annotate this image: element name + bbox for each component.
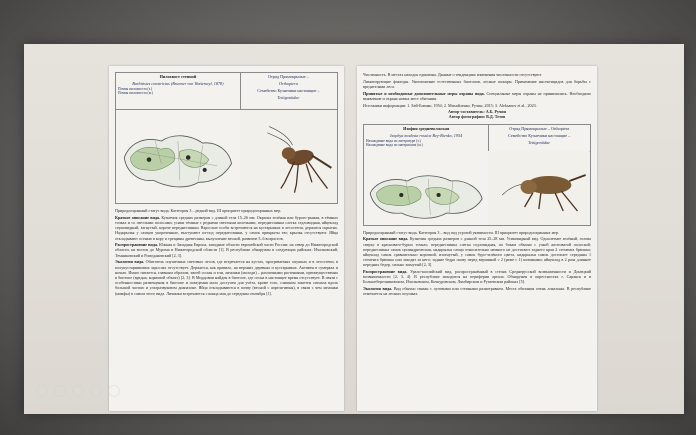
species-name: Пилохвост степной [159,74,197,79]
description-paragraph [115,215,338,241]
measures-text: Специальные меры охраны не принимались. Необходимо выявление и охрана новых мест обитания. [363,90,591,101]
species-latin: Barbitistes constrictus (Brunner von Wattenwyl, 1878) [132,81,224,86]
numbers-paragraph: Численность. В местах находок единична. Данные о тенденциях изменения численности отсутствуют. [363,72,542,77]
map-legend-1: Нахождение вида по литературе (з.) [366,138,421,143]
description-heading: Краткое описание вида. [363,236,409,242]
photographer-line: Автор фотографии: В.Д. Тетов [448,114,506,120]
species-figure-left [115,72,338,204]
description-text: Кузнечик средних размеров с длиной тела 25–28 мм. Усиковидный вид. Однолетнее зелёный, голова сверху в красновато-бурых точках; переднеспинка слегка седловидная, по бокам обычно с узкой желтоватой полоской; переднеспинка самок цилиндрическая, надкрылья самца относительно немного не достигают заднего края 2 сегмента брюшка; яйцеклад самок сравнительно короткий, изогнутый, у самок буро-зелёного цвета, надкрылья самок достигает середины 1 сегмента брюшка или заходят за него; задние бедра снизу перед вершиной с 2 (реже с 1) шипиками; яйцеклад в 2 раза длиннее передних бедер, сильно загнутый [2, 3]. [363,236,592,268]
insect-illustration [488,151,590,225]
arrow-left-icon[interactable]: ‹ [36,385,48,397]
spread-paragraph [115,242,338,258]
ecology-paragraph [115,259,338,295]
projection-screen [24,44,684,414]
taxonomy-family-latin: Tettigoniidae [277,95,300,100]
description-paragraph [363,236,591,267]
threats-paragraph: Лимитирующие факторы. Уничтожение естественных биотопов, лесные пожары. Применение инсектицидов для борьбы с вредителями леса. [363,78,591,89]
species-latin: Isophya modesta rossica Bey-Bienko, 1954 [390,132,463,138]
status-paragraph [115,208,338,213]
taxonomy-order: Отряд Прямокрылые – Orthoptera [509,125,570,131]
document-page-left [109,66,344,411]
arrow-right-icon[interactable]: › [54,385,66,397]
description-text: Кузнечик средних размеров с длиной тела 15–26 мм. Окраска зелёная или бурого-рыжая, в тёмных точках и со светлыми полосами; усики тёмные с редкими светлыми колечками, переднеспинка слегка седловидная, яйцеклад серповидный, загнутый, короче переднеспинки. Взрослые особи встречаются на кустарниках в лесостепи, держатся скрытно. Надкрылья у самцов укороченные, выступают из-под переднеспинки, у самок прикрыты ею; крылья отсутствуют. Яйца откладывают осенью в кору и трещины древесины, вылупление весной, развитие 5–6 возрастов. [115,214,338,241]
sources-paragraph: Источники информации: 1. Бей-Биенко, 1954; 2. Михайленко, Ручин, 2015; 3. Aleksanov et al., 2023. [363,102,537,108]
distribution-map-image [364,163,488,225]
distribution-map [364,163,489,225]
spread-text: Южная и Западная Европа, западные области европейской части России: на север до Нижегородской области, на восток до Мурома и Нижегородской области [1]. В республике обнаружен в следующих районах: Ичалковский, Темниковский и Ромодановский [2, 3]. [115,242,338,258]
ecology-paragraph [363,286,591,296]
presentation-toolbar [36,385,120,397]
map-legend-2: Почвы пилохвоста (м.) [118,91,154,96]
author-line: Автор-составитель: А.Б. Ручин [447,109,507,115]
figure-caption-cell [116,73,241,109]
zoom-icon[interactable]: ⚲ [90,385,102,397]
taxonomy-caption-cell [488,125,590,152]
species-figure-right [363,124,591,226]
taxonomy-family-latin: Tettigoniidae [528,139,551,145]
spread-heading: Распространение вида. [115,242,158,248]
insect-illustration [240,109,337,203]
status-text: Природоохранный статус вида. Категория 3 – редкий вид. III приоритет природоохранных мер. [115,208,282,213]
taxonomy-order: Отряд Прямокрылые – [268,74,309,79]
measures-heading: Принятые и необходимые дополнительные меры охраны вида. [363,90,485,96]
species-name: Изофия средневолжская [403,125,450,131]
ecology-text: Вид обычно связан с луговыми или степными разнотравьем. Места обитания очень локальны. В республике отмечается на лесных опушках. [363,286,592,297]
distribution-map [116,109,241,203]
menu-icon[interactable]: ⋯ [108,385,120,397]
map-legend-1: Почвы пилохвоста (з.) [118,87,153,91]
map-legend-2: Нахождение вида по материалам (м.) [366,143,423,148]
grasshopper-image [240,110,337,203]
ecology-heading: Экология вида. [115,259,145,265]
taxonomy-caption-cell [240,73,337,109]
taxonomy-family: Семейство Кузнечики настоящие – [257,88,320,93]
ecology-text: Обитатель опушечных световых лесов, где встречается на кустах, прогреваемых опушках и в лесостепи, в полукустарниковых зарослях отсутствует. Держится, как правило, на верхних деревьях и кустарниках. Активен в сумерках и ночью. Имаго питается, главным образом, хвоей сосны и ели, личинки (молоди) – различными растениями, преимущественно в биотопе (вредна, кормовой объект) [2, 3]. В Мордовии найден в биотопе, где сосна в настоящее время отсутствует. В связи с особенностями размещения в биотопе и поведения мало доступен для учёта, кроме того, слишком заметен сигнала вдоль большой частью и ультразвуковом диапазоне. Яйца откладываются в почву (весной с апреля-июня), в связи с чем личинки (нимфы) в самом этого вида. Личинки встречаются с конца мая до середины сентября [1]. [115,259,338,296]
description-heading: Краткое описание вида. [115,214,160,220]
measures-paragraph [363,91,591,101]
spread-heading: Распространение вида. [363,269,408,275]
pen-icon[interactable]: ✎ [72,385,84,397]
taxonomy-order-latin: Orthoptera [278,81,298,86]
ecology-heading: Экология вида. [363,286,393,292]
taxonomy-family: Семейство Кузнечики настоящие – [508,132,571,138]
spread-text: Урало-каспийский вид, распространённый в степях Среднерусской возвышенности и Донецкий возвышенности [2, 3, 4]. В республике находится на периферии ареала. Обнаружен в окрестностях г. Саранск и в Большеберезниковском, Ичалковском, Кочкуровском, Лямбирском и Рузаевском районах [5]. [363,269,591,285]
katydid-image [488,151,590,225]
spread-paragraph [363,269,591,285]
figure-caption-cell [364,125,489,163]
distribution-map-image [116,110,240,203]
status-paragraph: Природоохранный статус вида. Категория 3 – вид под угрозой уязвимости. III приоритет природоохранных мер. [363,229,560,235]
document-page-right [357,66,597,411]
